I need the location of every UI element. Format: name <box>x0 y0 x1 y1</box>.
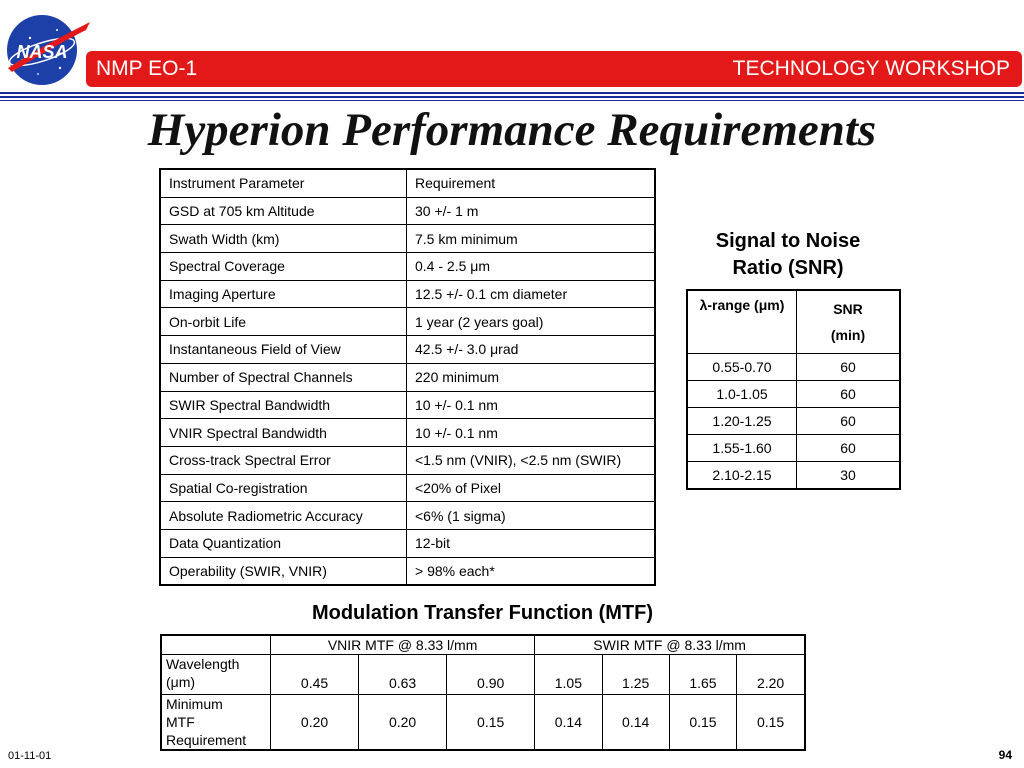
table-row <box>687 381 900 408</box>
snr-header-cell <box>797 290 901 354</box>
table-row <box>160 446 655 474</box>
table-row <box>687 408 900 435</box>
requirement-cell: > 98% each* <box>407 557 656 585</box>
range-cell: 1.0-1.05 <box>687 381 797 408</box>
snr-title <box>688 228 888 282</box>
range-header-cell: λ-range (μm) <box>687 290 797 354</box>
snr-cell: 60 <box>797 381 901 408</box>
table-row <box>160 419 655 447</box>
param-cell: Instantaneous Field of View <box>160 336 407 364</box>
requirement-cell: 7.5 km minimum <box>407 225 656 253</box>
table-row <box>687 354 900 381</box>
table-row <box>160 308 655 336</box>
minimum-cell: 0.14 <box>535 695 602 751</box>
page-title: Hyperion Performance Requirements <box>147 104 877 156</box>
minimum-cell: 0.15 <box>669 695 736 751</box>
table-header-row <box>160 169 655 197</box>
table-row <box>687 462 900 490</box>
requirement-cell: <1.5 nm (VNIR), <2.5 nm (SWIR) <box>407 446 656 474</box>
header-rule <box>0 92 1024 94</box>
table-row <box>160 557 655 585</box>
requirements-table <box>159 168 656 586</box>
param-cell: GSD at 705 km Altitude <box>160 197 407 225</box>
empty-corner-cell <box>161 635 271 655</box>
table-row <box>160 225 655 253</box>
nasa-logo-text: NASA <box>16 42 68 62</box>
snr-header-line: SNR <box>833 301 863 317</box>
minimum-cell: 0.14 <box>602 695 669 751</box>
table-row <box>160 363 655 391</box>
header-rule <box>0 96 1024 98</box>
minimum-cell: 0.15 <box>447 695 535 751</box>
header-right-text: TECHNOLOGY WORKSHOP <box>732 57 1010 80</box>
param-cell: VNIR Spectral Bandwidth <box>160 419 407 447</box>
table-row <box>161 695 805 751</box>
minimum-label-line: Minimum <box>166 696 223 712</box>
minimum-label-cell <box>161 695 271 751</box>
swir-header-cell: SWIR MTF @ 8.33 l/mm <box>535 635 805 655</box>
table-row <box>687 435 900 462</box>
header-cell: Requirement <box>407 169 656 197</box>
header-cell: Instrument Parameter <box>160 169 407 197</box>
table-header-row <box>161 635 805 655</box>
range-cell: 2.10-2.15 <box>687 462 797 490</box>
requirement-cell: 1 year (2 years goal) <box>407 308 656 336</box>
page-number: 94 <box>998 748 1012 762</box>
wavelength-cell: 1.65 <box>669 655 736 695</box>
header-left-text: NMP EO-1 <box>96 57 198 80</box>
snr-cell: 60 <box>797 408 901 435</box>
header-rule <box>0 100 1024 101</box>
wavelength-cell: 1.05 <box>535 655 602 695</box>
requirement-cell: 30 +/- 1 m <box>407 197 656 225</box>
requirement-cell: <20% of Pixel <box>407 474 656 502</box>
minimum-label-line: MTF <box>166 714 195 730</box>
minimum-cell: 0.20 <box>271 695 359 751</box>
vnir-header-cell: VNIR MTF @ 8.33 l/mm <box>271 635 535 655</box>
param-cell: SWIR Spectral Bandwidth <box>160 391 407 419</box>
snr-header-line: (min) <box>830 327 866 343</box>
mtf-title: Modulation Transfer Function (MTF) <box>311 602 654 624</box>
requirement-cell: <6% (1 sigma) <box>407 502 656 530</box>
minimum-label-line: Requirement <box>166 732 247 748</box>
table-row <box>160 253 655 281</box>
param-cell: Absolute Radiometric Accuracy <box>160 502 407 530</box>
wavelength-label-line: Wavelength <box>166 656 240 672</box>
table-row <box>160 280 655 308</box>
requirement-cell: 10 +/- 0.1 nm <box>407 391 656 419</box>
wavelength-cell: 0.45 <box>271 655 359 695</box>
param-cell: Operability (SWIR, VNIR) <box>160 557 407 585</box>
requirement-cell: 220 minimum <box>407 363 656 391</box>
table-row <box>160 502 655 530</box>
wavelength-label-cell <box>161 655 271 695</box>
param-cell: Cross-track Spectral Error <box>160 446 407 474</box>
param-cell: Number of Spectral Channels <box>160 363 407 391</box>
table-row <box>160 391 655 419</box>
snr-title-line: Ratio (SNR) <box>732 257 844 279</box>
wavelength-cell: 1.25 <box>602 655 669 695</box>
table-row <box>160 197 655 225</box>
param-cell: Imaging Aperture <box>160 280 407 308</box>
wavelength-label-line: (μm) <box>166 674 196 690</box>
requirement-cell: 12.5 +/- 0.1 cm diameter <box>407 280 656 308</box>
requirement-cell: 12-bit <box>407 529 656 557</box>
minimum-cell: 0.15 <box>737 695 805 751</box>
range-cell: 1.20-1.25 <box>687 408 797 435</box>
param-cell: Data Quantization <box>160 529 407 557</box>
param-cell: On-orbit Life <box>160 308 407 336</box>
header-bar <box>86 51 1022 87</box>
param-cell: Spectral Coverage <box>160 253 407 281</box>
table-row <box>160 474 655 502</box>
wavelength-cell: 0.90 <box>447 655 535 695</box>
table-row <box>160 336 655 364</box>
table-header-row <box>687 290 900 354</box>
mtf-table <box>160 634 806 751</box>
snr-cell: 30 <box>797 462 901 490</box>
snr-title-line: Signal to Noise <box>715 230 861 252</box>
range-cell: 1.55-1.60 <box>687 435 797 462</box>
snr-cell: 60 <box>797 435 901 462</box>
nasa-logo <box>2 8 92 90</box>
requirement-cell: 10 +/- 0.1 nm <box>407 419 656 447</box>
wavelength-cell: 2.20 <box>737 655 805 695</box>
snr-table <box>686 289 901 490</box>
footer-date: 01-11-01 <box>8 750 52 762</box>
requirement-cell: 42.5 +/- 3.0 μrad <box>407 336 656 364</box>
table-row <box>161 655 805 695</box>
range-cell: 0.55-0.70 <box>687 354 797 381</box>
snr-cell: 60 <box>797 354 901 381</box>
param-cell: Spatial Co-registration <box>160 474 407 502</box>
table-row <box>160 529 655 557</box>
minimum-cell: 0.20 <box>359 695 447 751</box>
wavelength-cell: 0.63 <box>359 655 447 695</box>
requirement-cell: 0.4 - 2.5 μm <box>407 253 656 281</box>
param-cell: Swath Width (km) <box>160 225 407 253</box>
